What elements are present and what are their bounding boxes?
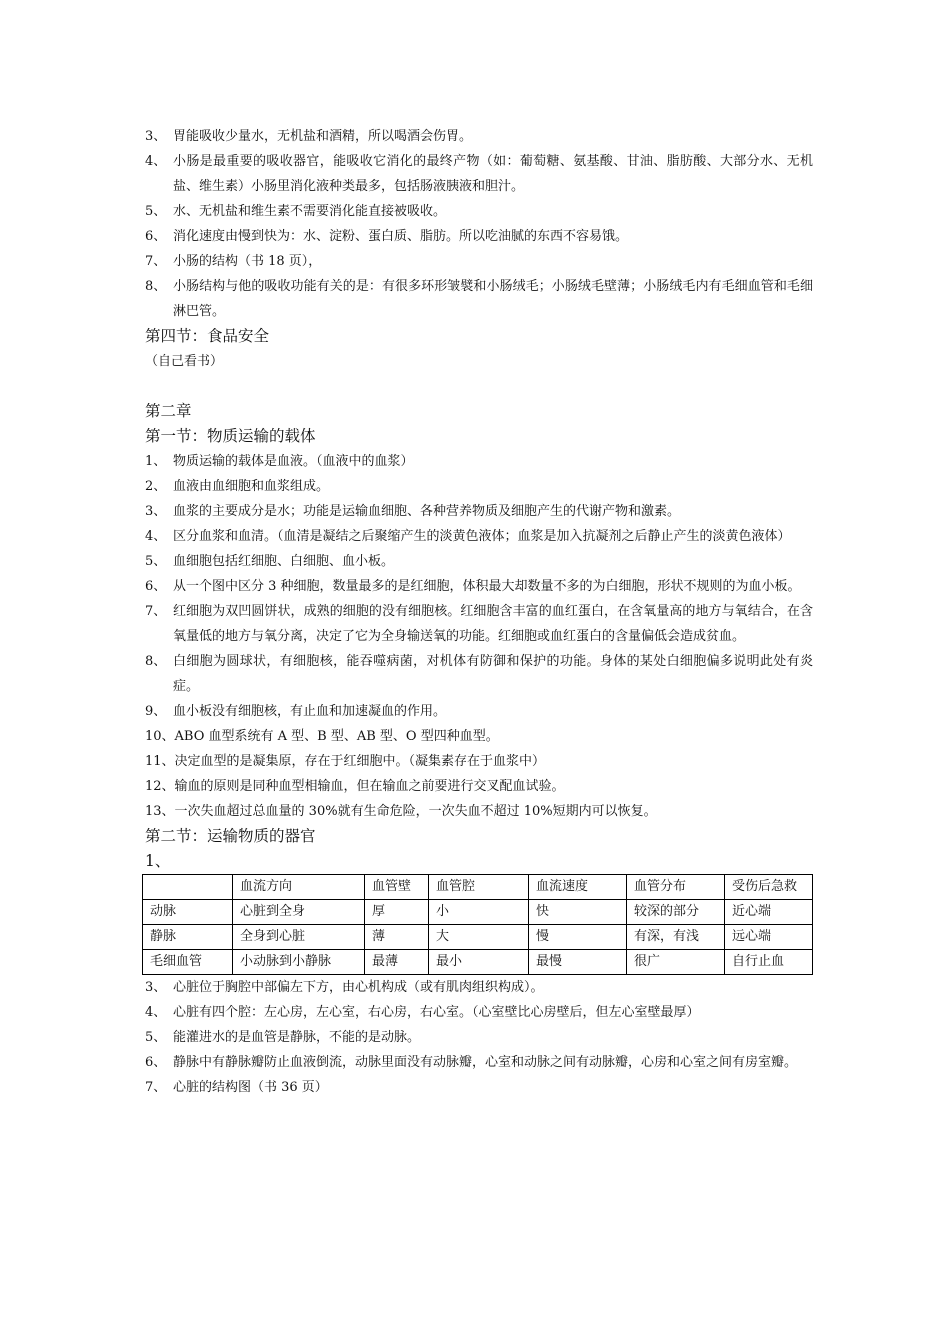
- list-item: [145, 149, 813, 199]
- item-number: 6、: [145, 579, 167, 594]
- list-item: [145, 749, 813, 774]
- item-number: 4、: [145, 1005, 167, 1020]
- table-cell: 很广: [627, 950, 725, 975]
- table-cell: 较深的部分: [627, 900, 725, 925]
- list-item: [145, 1050, 813, 1075]
- table-cell: 薄: [365, 925, 429, 950]
- item-number: 8、: [145, 654, 167, 669]
- list-item: [145, 724, 813, 749]
- table-cell: 有深，有浅: [627, 925, 725, 950]
- item-text: 血浆的主要成分是水；功能是运输血细胞、各种营养物质及细胞产生的代谢产物和激素。: [173, 504, 681, 519]
- table-header-row: [143, 875, 813, 900]
- section-heading-organs: 第二节：运输物质的器官: [145, 827, 316, 845]
- item-text: 血液由血细胞和血浆组成。: [173, 479, 330, 494]
- item-number: 3、: [145, 129, 167, 144]
- item-text: 静脉中有静脉瓣防止血液倒流，动脉里面没有动脉瓣，心室和动脉之间有动脉瓣，心房和心室之间有房室瓣。: [173, 1055, 798, 1070]
- item-number: 11、: [145, 754, 175, 769]
- table-header-cell: [143, 875, 233, 900]
- table-cell: 心脏到全身: [233, 900, 365, 925]
- blood-list: [145, 449, 813, 824]
- item-text: 决定血型的是凝集原，存在于红细胞中。（凝集素存在于血浆中）: [174, 754, 546, 769]
- list-item: [145, 224, 813, 249]
- item-number: 4、: [145, 154, 167, 169]
- table-cell: 厚: [365, 900, 429, 925]
- item-text: 能灌进水的是血管是静脉，不能的是动脉。: [173, 1030, 421, 1045]
- item-text: 水、无机盐和维生素不需要消化能直接被吸收。: [173, 204, 447, 219]
- list-item: [145, 1025, 813, 1050]
- table-cell: 静脉: [143, 925, 233, 950]
- item-number: 9、: [145, 704, 167, 719]
- table-header-cell: 血管分布: [627, 875, 725, 900]
- item-text: 胃能吸收少量水，无机盐和酒精，所以喝酒会伤胃。: [173, 129, 473, 144]
- list-item: [145, 574, 813, 599]
- item-number: 6、: [145, 1055, 167, 1070]
- list-item: [145, 699, 813, 724]
- item-text: 红细胞为双凹圆饼状，成熟的细胞的没有细胞核。红细胞含丰富的血红蛋白，在含氧量高的地方与氧结合，在含氧量低的地方与氧分离，决定了它为全身输送氧的功能。红细胞或血红蛋白的含量偏低会造成贫血。: [173, 604, 813, 644]
- list-item: [145, 499, 813, 524]
- item-number: 8、: [145, 279, 167, 294]
- chapter-title: 第二章: [145, 402, 192, 420]
- item-text: 小肠结构与他的吸收功能有关的是：有很多环形皱襞和小肠绒毛；小肠绒毛壁薄；小肠绒毛内有毛细血管和毛细淋巴管。: [173, 279, 813, 319]
- table-header-cell: 血流速度: [529, 875, 627, 900]
- item-number: 2、: [145, 479, 167, 494]
- list-item: [145, 1075, 813, 1100]
- section-heading-blood: 第一节：物质运输的载体: [145, 427, 316, 445]
- item-text: 区分血浆和血清。（血清是凝结之后聚缩产生的淡黄色液体；血浆是加入抗凝剂之后静止产生的淡黄色液体）: [173, 529, 791, 544]
- item-number: 1、: [145, 454, 167, 469]
- table-cell: 动脉: [143, 900, 233, 925]
- table-cell: 毛细血管: [143, 950, 233, 975]
- table-header-cell: 血管腔: [429, 875, 529, 900]
- list-item: [145, 199, 813, 224]
- blank-line: [145, 374, 813, 399]
- list-item: [145, 549, 813, 574]
- item-number: 3、: [145, 504, 167, 519]
- item-number: 13、: [145, 804, 175, 819]
- item-text: 白细胞为圆球状，有细胞核，能吞噬病菌，对机体有防御和保护的功能。身体的某处白细胞偏多说明此处有炎症。: [173, 654, 813, 694]
- item-number: 12、: [145, 779, 175, 794]
- table-row: [143, 925, 813, 950]
- list-item: [145, 799, 813, 824]
- list-item: [145, 474, 813, 499]
- item-number: 4、: [145, 529, 167, 544]
- list-item: [145, 274, 813, 324]
- list-item: [145, 649, 813, 699]
- item-text: ABO 血型系统有 A 型、B 型、AB 型、O 型四种血型。: [174, 729, 499, 744]
- item-text: 小肠的结构（书 18 页），: [173, 254, 322, 269]
- item-text: 输血的原则是同种血型相输血，但在输血之前要进行交叉配血试验。: [174, 779, 565, 794]
- table-header-cell: 受伤后急救: [725, 875, 813, 900]
- item-text: 心脏位于胸腔中部偏左下方，由心机构成（或有肌肉组织构成）。: [173, 980, 544, 995]
- item-number: 6、: [145, 229, 167, 244]
- section-note: （自己看书）: [145, 354, 224, 369]
- heart-list: [145, 975, 813, 1100]
- item-text: 心脏有四个腔：左心房，左心室，右心房，右心室。（心室壁比心房壁后，但左心室壁最厚）: [173, 1005, 700, 1020]
- item-number: 7、: [145, 604, 167, 619]
- item-number: 5、: [145, 1030, 167, 1045]
- table-cell: 远心端: [725, 925, 813, 950]
- item-text: 一次失血超过总血量的 30%就有生命危险，一次失血不超过 10%短期内可以恢复。: [174, 804, 657, 819]
- table-cell: 小: [429, 900, 529, 925]
- item-text: 物质运输的载体是血液。（血液中的血浆）: [173, 454, 414, 469]
- table-cell: 小动脉到小静脉: [233, 950, 365, 975]
- table-cell: 大: [429, 925, 529, 950]
- item-text: 血细胞包括红细胞、白细胞、血小板。: [173, 554, 395, 569]
- item-number: 7、: [145, 254, 167, 269]
- item-number: 5、: [145, 204, 167, 219]
- item-number: 10、: [145, 729, 175, 744]
- table-cell: 自行止血: [725, 950, 813, 975]
- table-cell: 最小: [429, 950, 529, 975]
- table-row: [143, 950, 813, 975]
- list-item: [145, 524, 813, 549]
- table-cell: 全身到心脏: [233, 925, 365, 950]
- table-cell: 最薄: [365, 950, 429, 975]
- list-item: [145, 124, 813, 149]
- list-item: [145, 774, 813, 799]
- item-number: 3、: [145, 980, 167, 995]
- item-text: 血小板没有细胞核，有止血和加速凝血的作用。: [173, 704, 447, 719]
- item-text: 小肠是最重要的吸收器官，能吸收它消化的最终产物（如：葡萄糖、氨基酸、甘油、脂肪酸、大部分水、无机盐、维生素）小肠里消化液种类最多，包括肠液胰液和胆汁。: [173, 154, 813, 194]
- item-text: 从一个图中区分 3 种细胞，数量最多的是红细胞，体积最大却数量不多的为白细胞，形状不规则的为血小板。: [173, 579, 801, 594]
- list-item: [145, 1000, 813, 1025]
- list-item: [145, 249, 813, 274]
- table-cell: 最慢: [529, 950, 627, 975]
- table-header-cell: 血流方向: [233, 875, 365, 900]
- table-header-cell: 血管壁: [365, 875, 429, 900]
- blood-vessel-table: [142, 874, 813, 975]
- list-item: [145, 449, 813, 474]
- digestion-list: [145, 124, 813, 324]
- table-row: [143, 900, 813, 925]
- table-cell: 快: [529, 900, 627, 925]
- item-text: 心脏的结构图（书 36 页）: [173, 1080, 328, 1095]
- section-heading-food-safety: 第四节：食品安全: [145, 327, 270, 345]
- table-cell: 近心端: [725, 900, 813, 925]
- list-item: [145, 599, 813, 649]
- page-content: [145, 124, 813, 1100]
- table-label: 1、: [145, 852, 171, 870]
- table-cell: 慢: [529, 925, 627, 950]
- item-number: 7、: [145, 1080, 167, 1095]
- item-number: 5、: [145, 554, 167, 569]
- list-item: [145, 975, 813, 1000]
- item-text: 消化速度由慢到快为：水、淀粉、蛋白质、脂肪。所以吃油腻的东西不容易饿。: [173, 229, 629, 244]
